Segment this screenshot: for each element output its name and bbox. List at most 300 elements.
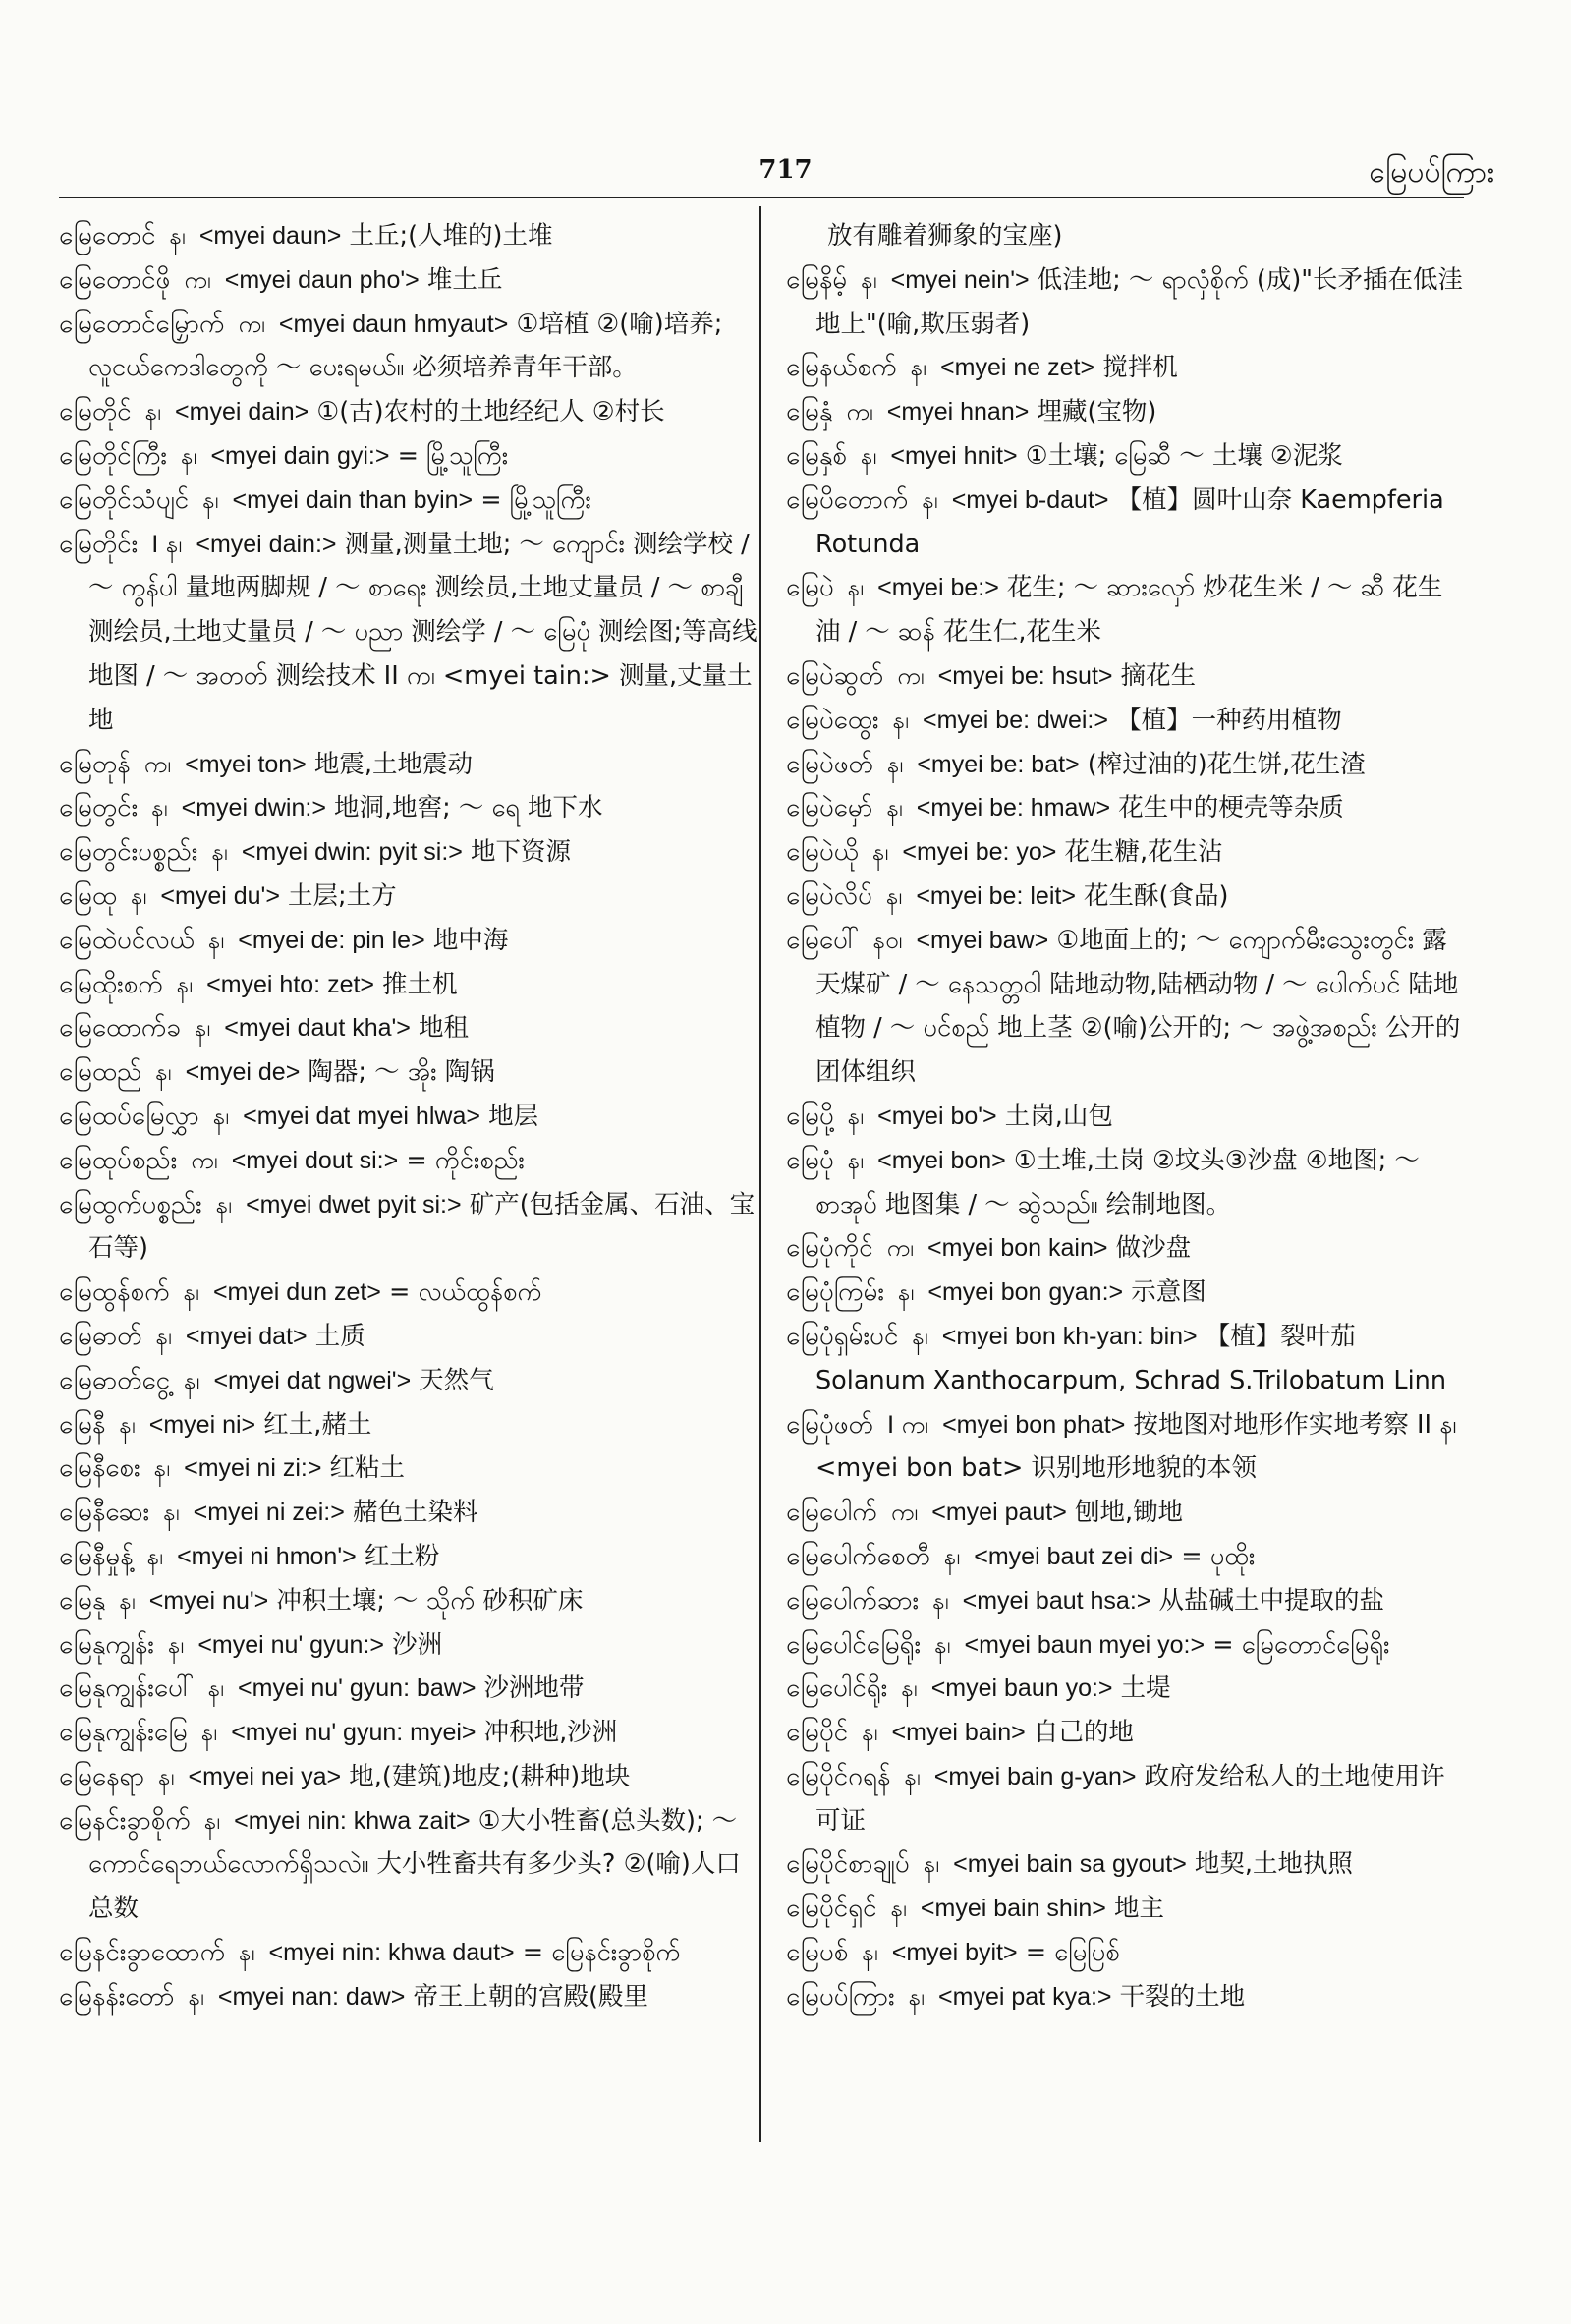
- headword: မြေပုံကိုင်: [786, 1233, 873, 1264]
- part-of-speech: န၊: [904, 1762, 921, 1790]
- dictionary-entry: [786, 1755, 1467, 1843]
- headword: မြေပုံကြမ်း: [786, 1277, 884, 1308]
- dictionary-entry: [786, 699, 1467, 743]
- definition: 摘花生: [1120, 660, 1197, 691]
- pronunciation: <myei dain gyi:>: [210, 441, 390, 470]
- dictionary-entry: [59, 1931, 764, 1975]
- headword: မြေပေါင်ရိုး: [786, 1673, 888, 1704]
- pronunciation: <myei bon kain>: [927, 1234, 1108, 1263]
- part-of-speech: န၊: [239, 1939, 255, 1967]
- definition: 土质: [314, 1321, 365, 1351]
- pronunciation: <myei bon gyan:>: [927, 1278, 1124, 1307]
- headword: မြေနိမ့်: [786, 264, 848, 295]
- dictionary-entry: [786, 1271, 1467, 1315]
- definition: 政府发给私人的土地使用许可证: [815, 1761, 1445, 1836]
- part-of-speech: န၊: [151, 794, 168, 822]
- headword: မြေထောက်ခ: [59, 1013, 181, 1044]
- dictionary-entry: [59, 1403, 764, 1447]
- part-of-speech: န၊: [923, 1850, 940, 1879]
- part-of-speech: က၊: [897, 661, 925, 690]
- pronunciation: <myei be: hsut>: [937, 661, 1113, 690]
- pronunciation: <myei nein'>: [890, 265, 1030, 294]
- page-number: 717: [758, 155, 813, 185]
- definition: 【植】裂叶茄 Solanum Xanthocarpum, Schrad S.Trilobatum Linn: [815, 1321, 1446, 1395]
- definition: 地震,土地震动: [313, 749, 474, 779]
- pronunciation: <myei pat kya:>: [938, 1982, 1112, 2011]
- part-of-speech: န၊: [912, 1322, 928, 1350]
- part-of-speech: န၊: [934, 1630, 951, 1659]
- definition: ①大小牲畜(总头数); ～ ကောင်ရေဘယ်လောက်ရှိသလဲ။ 大小牲畜共有多少头? ②(喻)人口总数: [88, 1805, 741, 1924]
- headword: မြေထည်: [59, 1057, 142, 1088]
- headword: မြေထုပ်စည်း: [59, 1145, 178, 1175]
- part-of-speech: န၊: [898, 1278, 915, 1307]
- definition: 放有雕着狮象的宝座): [827, 221, 1063, 251]
- pronunciation: <myei hto: zet>: [206, 970, 375, 998]
- headword: မြေနယ်စက်: [786, 353, 897, 383]
- headword: မြေဓာတ်: [59, 1321, 142, 1351]
- headword: မြေထပ်မြေလွှာ: [59, 1101, 199, 1131]
- pronunciation: <myei bon>: [877, 1146, 1006, 1174]
- pronunciation: <myei be: dwei:>: [922, 706, 1108, 734]
- headword: မြေပုံဖတ်: [786, 1409, 873, 1440]
- definition: = မြေပြစ်: [1025, 1938, 1120, 1968]
- pronunciation: <myei hnit>: [890, 441, 1018, 470]
- headword: မြေထဲပင်လယ်: [59, 925, 195, 955]
- dictionary-entry: [59, 1535, 764, 1579]
- definition: 地中海: [432, 925, 509, 955]
- headword: မြေပေါင်မြေရိုး: [786, 1629, 922, 1660]
- pronunciation: <myei dun zet>: [212, 1278, 381, 1307]
- headword: မြေနီစေး: [59, 1453, 140, 1484]
- pronunciation: <myei be:>: [877, 574, 999, 602]
- part-of-speech: န၊: [207, 1674, 224, 1703]
- definition: 天然气: [419, 1365, 494, 1395]
- part-of-speech: န၊: [119, 1410, 136, 1439]
- dictionary-entry: [59, 523, 764, 743]
- dictionary-entry: [786, 919, 1467, 1095]
- definition: 【植】圆叶山奈 Kaempferia Rotunda: [815, 484, 1444, 559]
- definition: 自己的地: [1033, 1718, 1134, 1748]
- part-of-speech: န၊: [908, 1982, 925, 2011]
- definition: 地层: [488, 1101, 539, 1131]
- definition: 矿产(包括金属、石油、宝石等): [88, 1189, 756, 1264]
- headword: မြေပိုင်: [786, 1718, 849, 1748]
- definition: 地洞,地窖; ～ ရေ 地下水: [334, 793, 603, 823]
- pronunciation: <myei baw>: [916, 926, 1049, 954]
- part-of-speech: န၊: [886, 794, 903, 822]
- definition: = ကိုင်းစည်း: [406, 1145, 525, 1175]
- dictionary-entry: [59, 743, 764, 787]
- headword: မြေနေရာ: [59, 1761, 145, 1791]
- headword: မြေပဲယို: [786, 837, 859, 868]
- headword: မြေပဲမှော်: [786, 793, 873, 823]
- pronunciation: <myei ne zet>: [940, 354, 1095, 382]
- dictionary-entry: [59, 1491, 764, 1535]
- definition: = မြို့သူကြီး: [480, 484, 591, 515]
- pronunciation: <myei bo'>: [877, 1102, 997, 1130]
- part-of-speech: က၊: [143, 750, 172, 778]
- headword: မြေပေါက်ဆား: [786, 1585, 920, 1615]
- pronunciation: <myei bon kh-yan: bin>: [941, 1322, 1198, 1350]
- dictionary-entry: [59, 963, 764, 1007]
- part-of-speech: န၊: [181, 441, 197, 470]
- definition: 地下资源: [471, 837, 572, 868]
- headword: မြေတုန်: [59, 749, 131, 779]
- part-of-speech: န၊: [890, 1895, 907, 1923]
- pronunciation: <myei nei ya>: [188, 1762, 342, 1790]
- part-of-speech: က၊: [184, 265, 211, 294]
- part-of-speech: န၊: [862, 1719, 878, 1747]
- definition: 冲积土壤; ～ သိုက် 砂积矿床: [276, 1585, 584, 1615]
- definition: 红土,赭土: [263, 1409, 372, 1440]
- part-of-speech: န၊: [169, 222, 186, 250]
- pronunciation: <myei dwin:>: [181, 794, 326, 822]
- pronunciation: <myei byit>: [891, 1939, 1018, 1967]
- pronunciation: <myei dat>: [185, 1322, 308, 1350]
- part-of-speech: န၊: [194, 1014, 211, 1043]
- part-of-speech: န၊: [943, 1542, 961, 1570]
- definition: 地契,土地执照: [1194, 1849, 1354, 1880]
- headword: မြေပဲထွေး: [786, 705, 879, 735]
- part-of-speech: န၊: [155, 1322, 172, 1350]
- dictionary-entry: [59, 214, 764, 258]
- headword: မြေတောင်: [59, 221, 156, 251]
- headword: မြေတောင်ဖို: [59, 264, 171, 295]
- headword: မြေတိုင်း: [59, 529, 139, 559]
- headword: မြေနှံ: [786, 397, 833, 427]
- definition: 陶器; ～ အိုး 陶锅: [308, 1057, 495, 1088]
- pronunciation: <myei du'>: [160, 881, 280, 910]
- dictionary-entry: [59, 1359, 764, 1403]
- definition: 地,(建筑)地皮;(耕种)地块: [349, 1761, 631, 1791]
- dictionary-entry: [786, 1579, 1467, 1623]
- definition: 低洼地; ～ ရာလှံစိုက် (成)"长矛插在低洼地上"(喻,欺压弱者): [815, 264, 1464, 339]
- part-of-speech: န၊: [158, 1762, 175, 1790]
- headword: မြေဓာတ်ငွေ့: [59, 1365, 171, 1395]
- part-of-speech: န၊: [184, 1366, 200, 1394]
- headword: မြေထိုးစက်: [59, 969, 163, 999]
- pronunciation: <myei nin: khwa zait>: [234, 1806, 471, 1835]
- dictionary-entry: [786, 258, 1467, 347]
- pronunciation: <myei daun>: [198, 222, 342, 250]
- definition: 埋藏(宝物): [1037, 397, 1157, 427]
- headword: မြေနှစ်: [786, 440, 847, 471]
- dictionary-entry: [786, 1623, 1467, 1668]
- pronunciation: <myei nu' gyun: baw>: [238, 1674, 477, 1703]
- headword: မြေနင်းခွာစိုက်: [59, 1805, 191, 1836]
- dictionary-entry: [59, 1271, 764, 1315]
- definition: 土丘;(人堆的)土堆: [349, 221, 553, 251]
- part-of-speech: န၊: [215, 1190, 232, 1219]
- part-of-speech: က၊: [238, 310, 265, 338]
- headword: မြေပဲဖတ်: [786, 749, 873, 779]
- pronunciation: <myei bon phat>: [942, 1410, 1126, 1439]
- dictionary-entry: [786, 1403, 1467, 1492]
- dictionary-entry: [786, 1139, 1467, 1227]
- headword: မြေတိုင်သံပျင်: [59, 484, 190, 515]
- headword: မြေပဲ: [786, 573, 834, 603]
- part-of-speech: န၊: [168, 1630, 185, 1659]
- part-of-speech: န၊: [131, 881, 147, 910]
- headword: မြေပုံရှမ်းပင်: [786, 1321, 899, 1351]
- part-of-speech: န၊: [188, 1982, 204, 2011]
- headword: မြေထွန်စက်: [59, 1277, 170, 1308]
- dictionary-entry: [59, 258, 764, 303]
- dictionary-entry: [786, 1711, 1467, 1755]
- definition: = ပုထိုး: [1181, 1541, 1256, 1571]
- definition: 帝王上朝的宫殿(殿里: [413, 1981, 648, 2012]
- dictionary-entry: [59, 390, 764, 434]
- definition: 按地图对地形作实地考察 II န၊ <myei bon bat> 识别地形地貌的本领: [815, 1409, 1457, 1484]
- pronunciation: <myei dwin: pyit si:>: [241, 838, 463, 867]
- pronunciation: <myei daut kha'>: [224, 1014, 411, 1043]
- headword: မြေပေါ်: [786, 925, 860, 955]
- definition: 冲积地,沙洲: [483, 1718, 618, 1748]
- pronunciation: <myei paut>: [931, 1499, 1067, 1527]
- part-of-speech: န၊: [847, 1102, 865, 1130]
- definition: 干裂的土地: [1119, 1981, 1246, 2012]
- part-of-speech: က၊: [890, 1499, 919, 1527]
- headword: မြေပိုင်ဂရန်: [786, 1761, 891, 1791]
- definition: (榨过油的)花生饼,花生渣: [1087, 749, 1366, 779]
- headword: မြေပိုင်ရှင်: [786, 1894, 877, 1924]
- pronunciation: <myei daun hmyaut>: [278, 310, 509, 338]
- pronunciation: <myei nin: khwa daut>: [268, 1939, 515, 1967]
- definition: 土堤: [1120, 1673, 1171, 1704]
- dictionary-entry: [59, 1095, 764, 1139]
- definition: = မြေနင်းခွာစိုက်: [522, 1938, 681, 1968]
- dictionary-entry: [59, 1755, 764, 1799]
- dictionary-entry: [786, 1887, 1467, 1931]
- part-of-speech: န၊: [153, 1454, 170, 1483]
- definition: 沙洲: [392, 1629, 443, 1660]
- dictionary-entry: [59, 1006, 764, 1050]
- part-of-speech: က၊: [846, 398, 873, 426]
- pronunciation: <myei baut zei di>: [974, 1542, 1174, 1570]
- headword: မြေနီမှုန့်: [59, 1541, 134, 1571]
- running-head: မြေပပ်ကြား: [1369, 155, 1494, 190]
- headword: မြေတောင်မြှောက်: [59, 309, 225, 339]
- dictionary-entry: [59, 1579, 764, 1623]
- pronunciation: <myei baun yo:>: [930, 1674, 1113, 1703]
- part-of-speech: န၊: [910, 354, 926, 382]
- part-of-speech: န၊: [176, 970, 193, 998]
- part-of-speech: I န၊: [151, 530, 183, 558]
- definition: 红土粉: [364, 1541, 440, 1571]
- dictionary-entry: [59, 1711, 764, 1755]
- part-of-speech: န၊: [922, 485, 938, 514]
- pronunciation: <myei dat ngwei'>: [213, 1366, 412, 1394]
- part-of-speech: န၊: [155, 1058, 172, 1087]
- definition: 地主: [1114, 1894, 1165, 1924]
- pronunciation: <myei nu' gyun:>: [197, 1630, 384, 1659]
- part-of-speech: န၊: [207, 926, 225, 954]
- part-of-speech: န၊: [872, 838, 889, 867]
- dictionary-entry: [59, 1446, 764, 1491]
- definition: 赭色土染料: [352, 1498, 478, 1528]
- dictionary-entry: [786, 1931, 1467, 1975]
- dictionary-entry: [59, 1315, 764, 1359]
- headword: မြေထွက်ပစ္စည်း: [59, 1189, 202, 1219]
- pronunciation: <myei bain sa gyout>: [953, 1850, 1187, 1879]
- part-of-speech: န၊: [203, 1806, 221, 1835]
- dictionary-entry: [786, 1095, 1467, 1139]
- pronunciation: <myei dat myei hlwa>: [243, 1102, 480, 1130]
- pronunciation: <myei dain>: [175, 398, 309, 426]
- dictionary-entry: [786, 654, 1467, 699]
- header-rule: [59, 197, 1464, 198]
- part-of-speech: န၊: [144, 398, 161, 426]
- dictionary-entry: [786, 1975, 1467, 2019]
- headword: မြေတိုင်: [59, 397, 132, 427]
- definition: 红粘土: [329, 1453, 406, 1484]
- dictionary-entry: [59, 1183, 764, 1272]
- pronunciation: <myei bain shin>: [920, 1895, 1106, 1923]
- pronunciation: <myei nu'>: [148, 1586, 269, 1615]
- pronunciation: <myei be: hmaw>: [916, 794, 1111, 822]
- dictionary-entry: [786, 346, 1467, 390]
- part-of-speech: န၊: [886, 750, 904, 778]
- pronunciation: <myei dwet pyit si:>: [246, 1190, 462, 1219]
- headword: မြေပဲလိပ်: [786, 880, 872, 911]
- pronunciation: <myei ton>: [185, 750, 307, 778]
- headword: မြေနုကျွန်း: [59, 1629, 154, 1660]
- definition: 地租: [419, 1013, 470, 1044]
- headword: မြေပိတောက်: [786, 484, 909, 515]
- pronunciation: <myei be: leit>: [916, 881, 1076, 910]
- definition: 示意图: [1131, 1277, 1206, 1308]
- dictionary-entry: [786, 786, 1467, 830]
- definition: ①土壤; မြေဆီ ～ 土壤 ②泥浆: [1025, 440, 1343, 471]
- definition: 搅拌机: [1102, 353, 1178, 383]
- definition: 土岗,山包: [1004, 1101, 1113, 1131]
- part-of-speech: န၊: [202, 485, 219, 514]
- definition: ①地面上的; ～ ကျောက်မီးသွေးတွင်း 露天煤矿 / ～ နေသတ္တဝါ 陆地动物,陆栖动物 / ～ ပေါက်ပင် 陆地植物 / ～ ပင်စည် 地上茎 ②(喻)公开的; ～ အဖွဲ့အစည်း 公开的团体组织: [815, 925, 1461, 1088]
- pronunciation: <myei dain:>: [196, 530, 337, 558]
- part-of-speech: န၊: [886, 881, 903, 910]
- dictionary-entry: [59, 919, 764, 963]
- left-column: [59, 214, 764, 2019]
- pronunciation: <myei daun pho'>: [224, 265, 420, 294]
- part-of-speech: န၊: [200, 1719, 218, 1747]
- headword: မြေပုံ: [786, 1145, 834, 1175]
- headword: မြေပို့: [786, 1101, 834, 1131]
- pronunciation: <myei hnan>: [886, 398, 1030, 426]
- pronunciation: <myei baut hsa:>: [962, 1586, 1151, 1615]
- dictionary-entry: [59, 434, 764, 479]
- pronunciation: <myei baun myei yo:>: [964, 1630, 1206, 1659]
- part-of-speech: န၊: [211, 838, 228, 867]
- part-of-speech: န၊: [119, 1586, 136, 1615]
- part-of-speech: န၊: [861, 441, 877, 470]
- dictionary-entry: [59, 1799, 764, 1931]
- part-of-speech: န၊: [892, 706, 909, 734]
- dictionary-entry: [786, 214, 1467, 258]
- pronunciation: <myei dout si:>: [231, 1146, 399, 1174]
- pronunciation: <myei de: pin le>: [238, 926, 425, 954]
- definition: 堆土丘: [426, 264, 503, 295]
- part-of-speech: န၊: [932, 1586, 949, 1615]
- definition: 刨地,锄地: [1074, 1498, 1184, 1528]
- dictionary-entry: [786, 1535, 1467, 1579]
- part-of-speech: န၊: [861, 265, 877, 294]
- pronunciation: <myei be: yo>: [902, 838, 1057, 867]
- definition: ①培植 ②(喻)培养; လူငယ်ကေဒါတွေကို ～ ပေးရမယ်။ 必须培养青年干部。: [88, 309, 723, 383]
- definition: = လယ်ထွန်စက်: [389, 1277, 542, 1308]
- definition: 沙洲地带: [483, 1673, 585, 1704]
- dictionary-entry: [59, 830, 764, 875]
- headword: မြေပေါက်: [786, 1498, 877, 1528]
- part-of-speech: န၊: [212, 1102, 230, 1130]
- pronunciation: <myei ni zei:>: [193, 1499, 345, 1527]
- dictionary-entry: [786, 1315, 1467, 1403]
- pronunciation: <myei ni hmon'>: [177, 1542, 357, 1570]
- headword: မြေတွင်း: [59, 793, 139, 823]
- headword: မြေပေါက်စေတီ: [786, 1541, 930, 1571]
- headword: မြေနု: [59, 1585, 106, 1615]
- pronunciation: <myei bain g-yan>: [933, 1762, 1137, 1790]
- dictionary-entry: [786, 1667, 1467, 1711]
- definition: 花生糖,花生沾: [1064, 837, 1223, 868]
- headword: မြေနီဆေး: [59, 1498, 150, 1528]
- definition: 土层;土方: [288, 880, 397, 911]
- headword: မြေတွင်းပစ္စည်း: [59, 837, 198, 868]
- pronunciation: <myei ni>: [148, 1410, 256, 1439]
- pronunciation: <myei dain than byin>: [232, 485, 474, 514]
- part-of-speech: န၊: [862, 1939, 878, 1967]
- headword: မြေပစ်: [786, 1938, 849, 1968]
- definition: 测量,测量土地; ～ ကျောင်း 测绘学校 / ～ ကွန်ပါ 量地两脚规 / ～ စာရေး 测绘员,土地丈量员 / ～ စာချီ 测绘员,土地丈量员 / ～ ပညာ 测绘学 / ～ မြေပုံ 测绘图;等高线地图 / ～ အတတ် 测绘技术 II က၊ <myei tain:> 测量,丈量土地: [88, 529, 757, 735]
- dictionary-entry: [59, 1050, 764, 1095]
- definition: 花生中的梗壳等杂质: [1118, 793, 1344, 823]
- pronunciation: <myei nan: daw>: [217, 1982, 406, 2011]
- pronunciation: <myei ni zi:>: [184, 1454, 322, 1483]
- definition: = မြေတောင်မြေရိုး: [1212, 1629, 1390, 1660]
- dictionary-entry: [786, 390, 1467, 434]
- headword: မြေနီ: [59, 1409, 106, 1440]
- definition: 从盐碱土中提取的盐: [1158, 1585, 1385, 1615]
- pronunciation: <myei nu' gyun: myei>: [231, 1719, 477, 1747]
- part-of-speech: I က၊: [886, 1410, 928, 1439]
- dictionary-entry: [59, 1139, 764, 1183]
- dictionary-entry: [786, 830, 1467, 875]
- dictionary-entry: [59, 303, 764, 391]
- dictionary-entry: [786, 743, 1467, 787]
- dictionary-entry: [786, 479, 1467, 567]
- definition: 【植】一种药用植物: [1116, 705, 1342, 735]
- headword: မြေနန်းတော်: [59, 1981, 175, 2012]
- pronunciation: <myei de>: [185, 1058, 301, 1087]
- pronunciation: <myei be: bat>: [917, 750, 1080, 778]
- headword: မြေထု: [59, 880, 117, 911]
- dictionary-entry: [59, 875, 764, 919]
- headword: မြေပိုင်စာချုပ်: [786, 1849, 910, 1880]
- part-of-speech: နဝ၊: [872, 926, 903, 954]
- dictionary-entry: [59, 1667, 764, 1711]
- part-of-speech: န၊: [183, 1278, 199, 1307]
- headword: မြေနင်းခွာထောက်: [59, 1938, 226, 1968]
- part-of-speech: န၊: [847, 574, 865, 602]
- pronunciation: <myei b-daut>: [951, 485, 1109, 514]
- part-of-speech: က၊: [886, 1234, 914, 1263]
- part-of-speech: က၊: [191, 1146, 218, 1174]
- dictionary-entry: [786, 1226, 1467, 1271]
- dictionary-entry: [59, 479, 764, 523]
- dictionary-entry: [59, 786, 764, 830]
- dictionary-entry: [786, 1842, 1467, 1887]
- definition: 花生酥(食品): [1084, 880, 1229, 911]
- definition: ①(古)农村的土地经纪人 ②村长: [316, 397, 665, 427]
